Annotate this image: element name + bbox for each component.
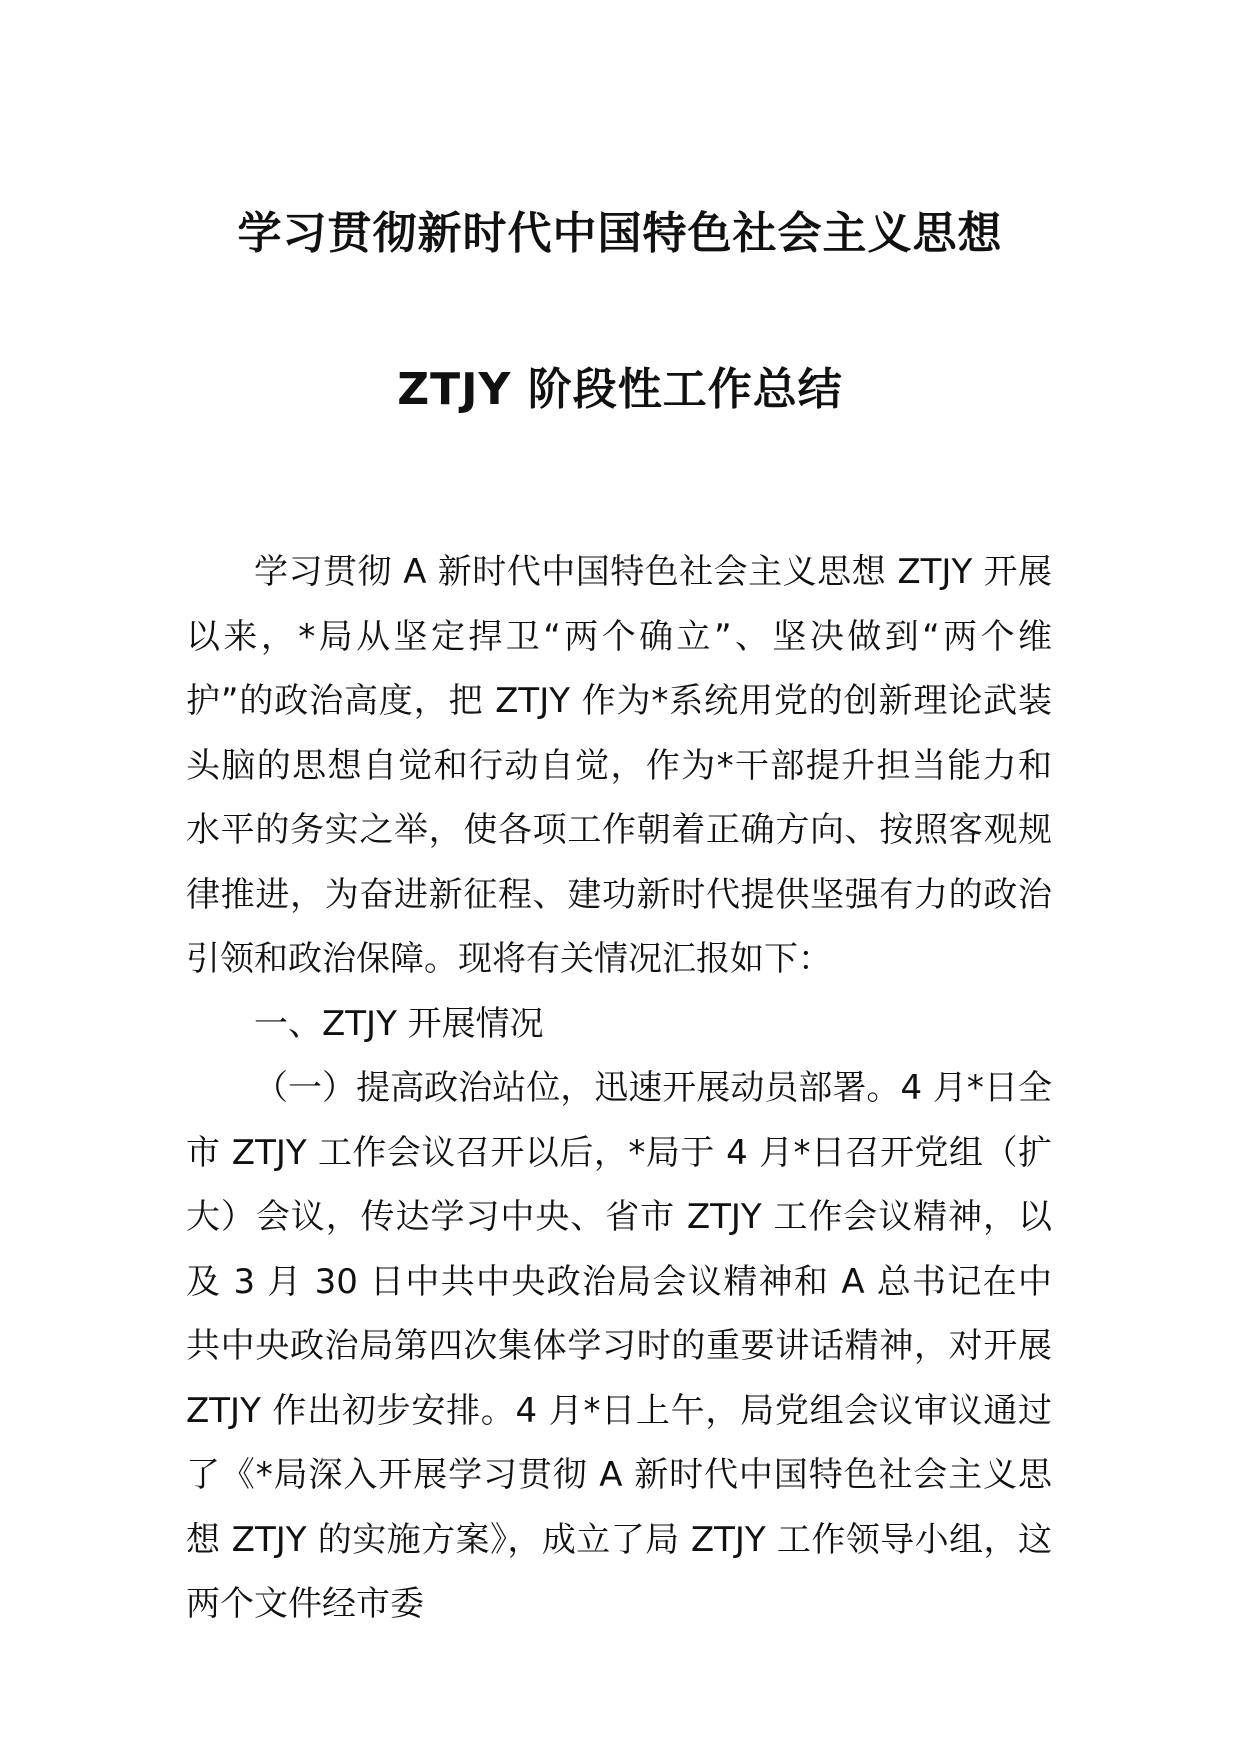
document-title-line-1: 学习贯彻新时代中国特色社会主义思想 — [237, 208, 1003, 259]
paragraph-intro: 学习贯彻 A 新时代中国特色社会主义思想 ZTJY 开展以来，*局从坚定捍卫“两个确立”、坚决做到“两个维护”的政治高度，把 ZTJY 作为*系统用党的创新理论武装头脑的思想自觉和行动自觉，作为*干部提升担当能力和水平的务实之举，使各项工作朝着正确方向、按照客观规律推进，为奋进新征程、建功新时代提供坚强有力的政治引领和政治保障。现将有关情况汇报如下： — [186, 552, 1052, 979]
document-body — [186, 540, 1052, 1637]
paragraph-subsection-1: （一）提高政治站位，迅速开展动员部署。4 月*日全市 ZTJY 工作会议召开以后，*局于 4 月*日召开党组（扩大）会议，传达学习中央、省市 ZTJY 工作会议精神，以及 3 月 30 日中共中央政治局会议精神和 A 总书记在中共中央政治局第四次集体学习时的重要讲话精神，对开展 ZTJY 作出初步安排。4 月*日上午，局党组会议审议通过了《*局深入开展学习贯彻 A 新时代中国特色社会主义思想 ZTJY 的实施方案》，成立了局 ZTJY 工作领导小组，这两个文件经市委 — [186, 1068, 1052, 1624]
section-heading: 一、ZTJY 开展情况 — [254, 1003, 544, 1044]
document-title-line-2: ZTJY 阶段性工作总结 — [397, 364, 843, 415]
